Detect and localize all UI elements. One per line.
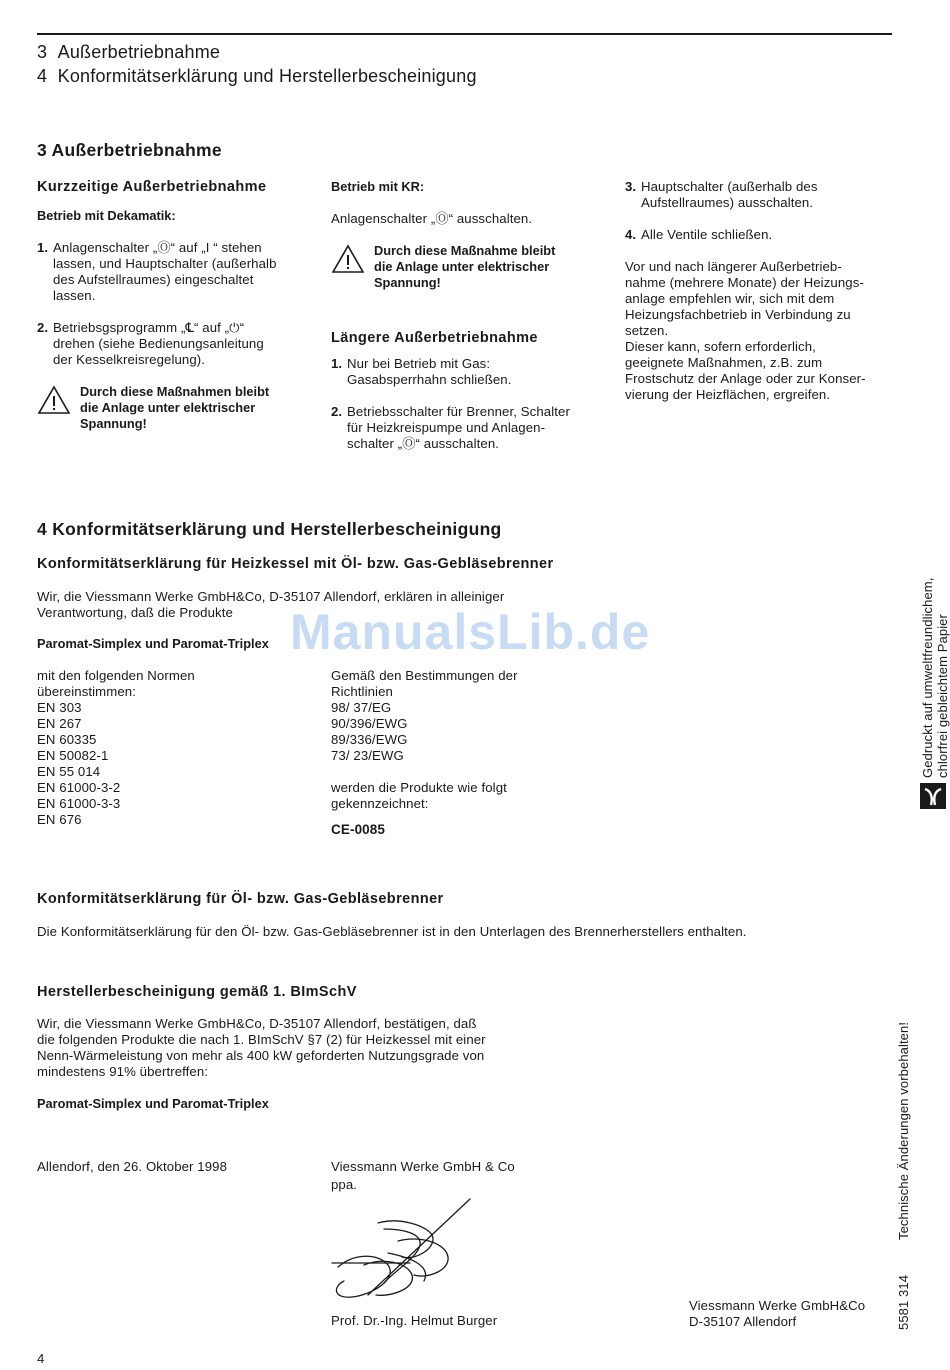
section-4-title: 4 Konformitätserklärung und Herstellerbescheinigung <box>37 519 502 539</box>
dekamatik-subheading: Betrieb mit Dekamatik: <box>37 208 176 223</box>
sec3-column-1 <box>37 178 312 432</box>
conformity-burner-text: Die Konformitätserklärung für den Öl- bzw. Gas-Gebläsebrenner ist in den Unterlagen des Brennerherstellers enthalten. <box>37 924 747 939</box>
paper-note: Gedruckt auf umweltfreundlichem, chlorfrei gebleichtem Papier <box>920 577 950 778</box>
directives-list: Gemäß den Bestimmungen der Richtlinien 98/ 37/EG 90/396/EWG 89/336/EWG 73/ 23/EWG werden die Produkte wie folgt gekennzeichnet: CE-0085 <box>331 668 611 838</box>
warning-icon <box>331 244 365 274</box>
long-shutdown-advice: Vor und nach längerer Außerbetrieb- nahme (mehrere Monate) der Heizungs- anlage empfehlen wir, sich mit dem Heizungsfachbetrieb in Verbindung zu setzen. Dieser kann, sofern erforderlich, geeignete Maßnahmen, z.B. zum Frostschutz der Anlage oder zur Konser- vierung der Heizflächen, ergreifen. <box>625 259 866 402</box>
products-name: Paromat-Simplex und Paromat-Triplex <box>37 1096 269 1111</box>
ppa-label: ppa. <box>331 1177 358 1192</box>
products-name: Paromat-Simplex und Paromat-Triplex <box>37 636 269 651</box>
standards-list: mit den folgenden Normen übereinstimmen: EN 303 EN 267 EN 60335 EN 50082-1 EN 55 014 EN 61000-3-2 EN 61000-3-3 EN 676 <box>37 668 195 827</box>
page-number: 4 <box>37 1351 45 1366</box>
list-item: 2. Betriebsgsprogramm „℄“ auf „⏻“ drehen (siehe Bedienungsanleitung der Kesselkreisregelung). <box>37 320 264 367</box>
watermark-text: ManualsLib.de <box>290 604 651 660</box>
conformity-boiler-heading: Konformitätserklärung für Heizkessel mit Öl- bzw. Gas-Gebläsebrenner <box>37 556 554 572</box>
short-shutdown-heading: Kurzzeitige Außerbetriebnahme <box>37 179 267 195</box>
footer-address: Viessmann Werke GmbH&Co D-35107 Allendorf <box>689 1298 866 1329</box>
warning-note: Durch diese Maßnahmen bleibt die Anlage unter elektrischer Spannung! <box>37 384 312 432</box>
kr-subheading: Betrieb mit KR: <box>331 179 425 194</box>
manufacturer-certificate-heading: Herstellerbescheinigung gemäß 1. BImSchV <box>37 984 357 1000</box>
kr-instruction: Anlagenschalter „Ⓞ“ ausschalten. <box>331 211 533 226</box>
company-name: Viessmann Werke GmbH & Co <box>331 1159 515 1174</box>
list-item: 4. Alle Ventile schließen. <box>625 227 773 242</box>
warning-icon <box>37 385 71 415</box>
list-item: 2. Betriebsschalter für Brenner, Schalter für Heizkreispumpe und Anlagen- schalter „Ⓞ“ ausschalten. <box>331 404 570 451</box>
long-shutdown-heading: Längere Außerbetriebnahme <box>331 330 538 346</box>
header-rule <box>37 33 892 35</box>
document-number: 5581 314 <box>896 1274 911 1330</box>
sec3-column-2 <box>331 179 611 452</box>
list-item: 3. Hauptschalter (außerhalb des Aufstellraumes) ausschalten. <box>625 179 818 210</box>
recycled-paper-logo <box>919 782 947 810</box>
section-3-title: 3 Außerbetriebnahme <box>37 140 222 160</box>
list-item: 1. Anlagenschalter „Ⓞ“ auf „I “ stehen lassen, und Hauptschalter (außerhalb des Aufstellraumes) eingeschaltet lassen. <box>37 240 277 303</box>
sec3-column-3 <box>625 179 900 403</box>
manufacturer-certificate-text: Wir, die Viessmann Werke GmbH&Co, D-35107 Allendorf, bestätigen, daß die folgenden Produkte die nach 1. BImSchV §7 (2) für Heizkessel mit einer Nenn-Wärmeleistung von mehr als 400 kW geforderten Nutzungsgrade von mindestens 91% übertreffen: <box>37 1016 486 1079</box>
conformity-burner-heading: Konformitätserklärung für Öl- bzw. Gas-Gebläsebrenner <box>37 891 444 907</box>
signature <box>328 1195 478 1305</box>
running-header-line-2: 4 Konformitätserklärung und Herstellerbescheinigung <box>37 66 477 86</box>
list-item: 1. Nur bei Betrieb mit Gas: Gasabsperrhahn schließen. <box>331 356 512 387</box>
conformity-intro: Wir, die Viessmann Werke GmbH&Co, D-35107 Allendorf, erklären in alleiniger Verantwortung, daß die Produkte <box>37 589 505 620</box>
ce-marking: CE-0085 <box>331 822 385 837</box>
rights-note: Technische Änderungen vorbehalten! <box>896 1021 911 1240</box>
ce-mark-icon: CE <box>331 822 350 837</box>
signatory-name: Prof. Dr.-Ing. Helmut Burger <box>331 1313 498 1328</box>
running-header-line-1: 3 Außerbetriebnahme <box>37 42 221 62</box>
warning-note: Durch diese Maßnahme bleibt die Anlage unter elektrischer Spannung! <box>331 243 611 291</box>
place-date: Allendorf, den 26. Oktober 1998 <box>37 1159 228 1174</box>
